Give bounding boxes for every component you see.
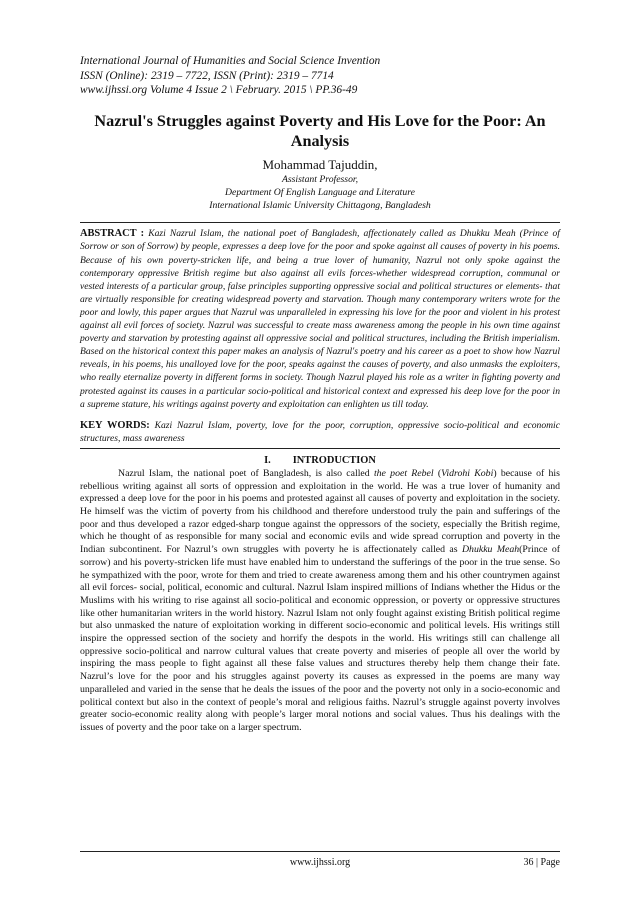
abstract-label: ABSTRACT : <box>80 228 145 240</box>
section-number: I. <box>264 454 271 466</box>
section-heading <box>80 455 560 466</box>
introduction-body <box>80 468 560 735</box>
intro-text: Nazrul Islam, the national poet of Bangladesh, is also called <box>118 467 374 479</box>
intro-italic-term: the poet Rebel <box>373 467 434 479</box>
intro-text: ) because of his rebellious writing against all sorts of oppression and exploitation in the world. He was a true lover of humanity and expressed a deep love for the poor in his poems and protested against all causes of poverty and exploitation in the society. He himself was the victim of poverty from his childhood and therefore understood truly the pain and sufferings of the poor and thus developed a razor edged-sharp tongue against the oppressors of the society, especially the British regime, which he thought of as responsible for many social and economic evils and wide spread corruption and poverty in the Indian subcontinent. For Nazrul’s own struggles with poverty he is affectionately called as <box>80 467 560 556</box>
intro-italic-term: Vidrohi Kobi <box>441 467 494 479</box>
author-position: Assistant Professor, <box>281 173 359 185</box>
section-title: INTRODUCTION <box>292 454 376 466</box>
page-content <box>80 54 560 735</box>
abstract-text: Kazi Nazrul Islam, the national poet of Bangladesh, affectionately called as Dhukku Meah (Prince of Sorrow or son of Sorrow) by people, expresses a deep love for the poor and spoke against all causes of poverty in his poems. Because of his own poverty-stricken life, and being a true lover of humanity, Nazrul not only spoke against the contemporary oppressive British regime but also against all evils forces-whether widespread corruption, communal or vested interests of a particular group, false principles supporting oppressive social and political structures or elements- that are virtually responsible for creating widespread poverty and starvation. Though many contemporary writers wrote for the poor and lowly, this paper argues that Nazrul was unparalleled in expressing his love for the poor and violent in his protest against all evil forces of society. Nazrul was successful to create mass awareness among the people in his own time against poverty and starvation by protesting against all oppressive social and political structures, including the British imperialism. Based on the historical context this paper makes an analysis of Nazrul's poetry and his career as a poet to show how Nazrul reveals, in his poems, his unalloyed love for the poor, speaks against the causes of poverty, and also unmasks the exploiters, who really eternalize poverty in different forms in society. Though Nazrul played his role as a writer in fighting poverty and protested against its causes in a particular socio-political and historical context and expressed his deep love for the poor in a supreme stature, his writings against poverty and exploitation can enlighten us till today. <box>80 228 560 410</box>
intro-text: (Prince of sorrow) and his poverty-stricken life must have enabled him to understand the sufferings of the poor in the true sense. So he sympathized with the poor, wrote for them and tried to create awareness among them and his other countrymen against all evil forces- social, political, economic and cultural. Nazrul Islam inspired millions of Indians whether the Hidus or the Muslims with his writing to rise against all socio-political and economic oppression, or poverty or oppressive structures like other humanitarian writers in the world history. Nazrul Islam not only fought against existing British political regime but also unmasked the nature of exploitation working in different socio-economic and political levels. His writings still inspire the oppressed section of the society and horrify the despots in the world. His writings still can challenge all oppressive socio-political and narrow cultural values that create poverty and miseries of people all over the world by inspiring the mass people to fight against all these false values and structures thereby help them change their fate. Nazrul’s love for the poor and his struggles against poverty its causes as expressed in the poems are many way unparalleled and varied in the sense that he deals the issues of the poor and the poverty not only in a socio-economic and political context but also in the context of people’s moral and religious faiths. Nazrul’s struggle against poverty involves greater socio-economic reality along with people’s larger moral notions and social values. Thus his dealings with the issues of poverty and the poor take on a larger spectrum. <box>80 544 560 733</box>
author-name: Mohammad Tajuddin, <box>262 156 378 172</box>
paper-title: Nazrul's Struggles against Poverty and His Love for the Poor: An Analysis <box>94 111 546 150</box>
author-university: International Islamic University Chittagong, Bangladesh <box>209 200 431 212</box>
journal-name: International Journal of Humanities and Social Science Invention <box>80 55 381 67</box>
journal-header <box>80 54 560 98</box>
keywords-label: KEY WORDS: <box>80 419 150 431</box>
keywords <box>80 419 560 445</box>
author-department: Department Of English Language and Literature <box>225 186 415 198</box>
journal-volume: www.ijhssi.org Volume 4 Issue 2 \ February. 2015 \ PP.36-49 <box>80 84 358 96</box>
page-footer <box>80 851 560 868</box>
journal-issn: ISSN (Online): 2319 – 7722, ISSN (Print): 2319 – 7714 <box>80 69 334 82</box>
footer-url: www.ijhssi.org <box>289 857 351 868</box>
intro-italic-term: Dhukku Meah <box>461 544 520 556</box>
top-divider <box>80 222 560 223</box>
introduction-paragraph <box>80 468 560 735</box>
intro-text: ( <box>433 467 442 479</box>
keywords-text: Kazi Nazrul Islam, poverty, love for the poor, corruption, oppressive socio-political and economic structures, mass awareness <box>80 419 560 444</box>
footer-page-number: 36 | Page <box>523 857 560 868</box>
footer-divider <box>80 851 560 852</box>
abstract <box>80 227 560 410</box>
bottom-divider <box>80 448 560 449</box>
